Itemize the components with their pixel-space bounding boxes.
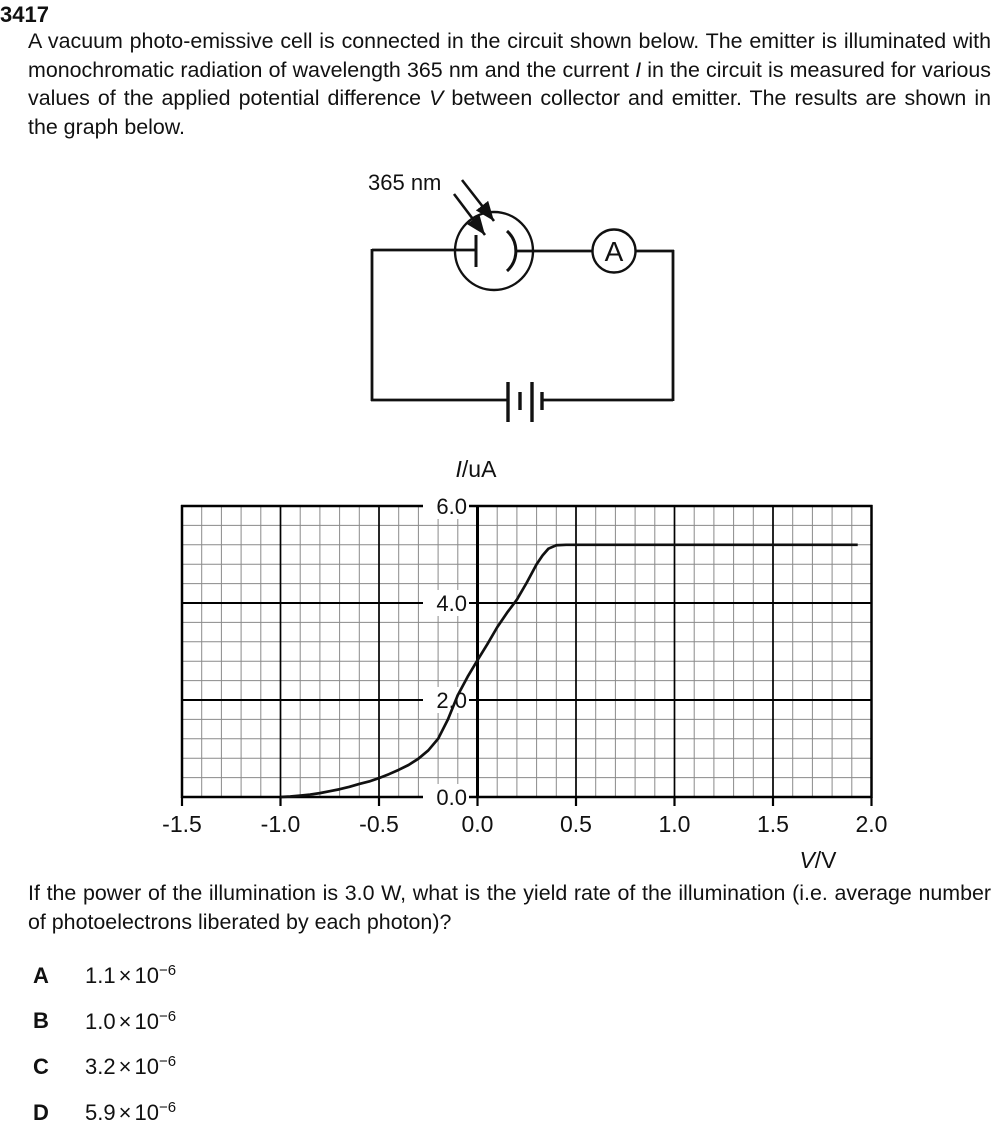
choice-letter: C <box>33 1053 49 1079</box>
svg-text:4.0: 4.0 <box>436 591 467 616</box>
statement-text: in the circuit is measured for various values of the applied potential difference <box>28 57 991 111</box>
wavelength-label: 365 nm <box>368 170 442 195</box>
grid-major <box>181 505 873 798</box>
battery-symbol <box>508 382 542 422</box>
answer-choices <box>33 953 176 1135</box>
svg-text:2.0: 2.0 <box>436 688 467 713</box>
choice-value: $5.9 \times 10^{-6}$ <box>85 1099 177 1126</box>
choice-value: $1.1 \times 10^{-6}$ <box>85 962 177 989</box>
svg-text:0.5: 0.5 <box>560 811 592 837</box>
voltage-symbol: V <box>429 86 444 111</box>
circuit-diagram <box>340 160 700 430</box>
svg-text:-1.5: -1.5 <box>162 811 202 837</box>
choice-letter: D <box>33 1099 49 1125</box>
choice-value: $3.2 \times 10^{-6}$ <box>85 1053 177 1080</box>
svg-text:1.5: 1.5 <box>757 811 789 837</box>
choice-letter: A <box>33 962 49 988</box>
choice-value: $1.0 \times 10^{-6}$ <box>85 1007 177 1034</box>
current-voltage-chart <box>150 440 910 880</box>
svg-text:-0.5: -0.5 <box>359 811 399 837</box>
x-axis-labels <box>162 811 887 837</box>
grid-minor <box>182 506 872 797</box>
statement-text: A vacuum photo-emissive cell is connected in the circuit shown below. The emitter is illuminated with monochromatic radiation of wavelength 365 nm and the current <box>28 29 991 82</box>
choice-A <box>33 953 176 999</box>
photocurrent-curve <box>281 545 858 797</box>
svg-text:I/uA: I/uA <box>455 456 497 482</box>
svg-text:1.0: 1.0 <box>658 811 691 837</box>
ammeter-label: A <box>604 236 624 267</box>
problem-statement <box>28 27 991 142</box>
ammeter-symbol <box>593 230 636 273</box>
light-ray-arrows <box>454 180 494 235</box>
choice-letter: B <box>33 1008 49 1034</box>
svg-text:0.0: 0.0 <box>461 811 494 837</box>
choice-D <box>33 1090 176 1135</box>
svg-text:6.0: 6.0 <box>436 494 467 519</box>
choice-C <box>33 1044 176 1090</box>
y-axis-labels <box>423 493 469 810</box>
circuit-wires <box>371 249 674 401</box>
problem-number: 3417 <box>0 2 49 27</box>
current-symbol: I <box>635 57 642 82</box>
x-axis-ticks <box>182 797 872 806</box>
svg-text:2.0: 2.0 <box>855 811 888 837</box>
iv-graph <box>150 440 910 885</box>
collector-electrode <box>507 231 516 271</box>
statement-text: between collector and emitter. The results are shown in the graph below. <box>28 86 991 140</box>
question-text: If the power of the illumination is 3.0 W, what is the yield rate of the illumination (i.e. average number of photoelectrons liberated by each photon)? <box>28 881 991 934</box>
svg-text:0.0: 0.0 <box>436 785 467 810</box>
svg-text:-1.0: -1.0 <box>260 811 301 837</box>
svg-text:V/V: V/V <box>799 847 837 873</box>
choice-B <box>33 999 176 1045</box>
